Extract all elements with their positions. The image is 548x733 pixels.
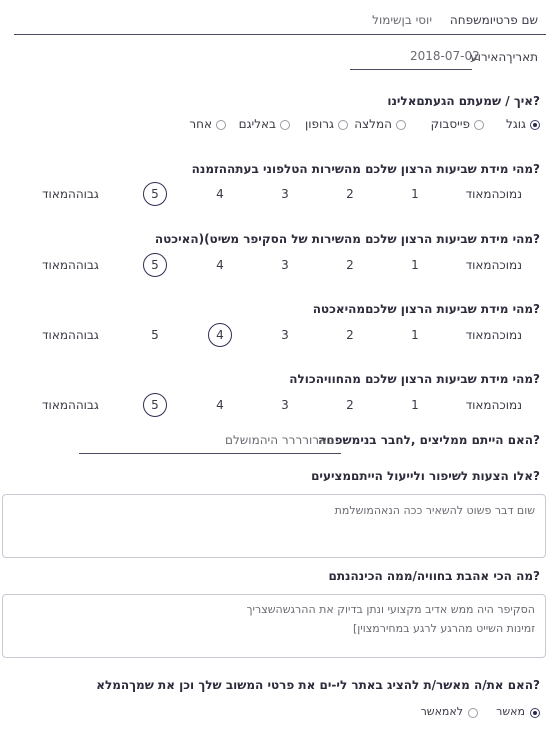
suggestions-question: אלו הצעות לשיפור ולייעול הייתםמציעים? <box>311 469 540 483</box>
option-facebook-radio[interactable] <box>474 120 484 130</box>
consent-reject-label[interactable]: לאמאשר <box>420 705 463 718</box>
rating-high-label: גבוההמאוד <box>42 398 99 412</box>
option-google-label[interactable]: גוגל <box>506 117 526 131</box>
consent-options <box>380 705 540 721</box>
rating-high-label: גבוההמאוד <box>42 258 99 272</box>
suggestions-textarea[interactable] <box>2 494 546 558</box>
rating-option-3[interactable]: 3 <box>281 398 289 412</box>
rating-selected-ring <box>143 253 167 277</box>
rating-option-3[interactable]: 3 <box>281 187 289 201</box>
rating-high-label: גבוההמאוד <box>42 187 99 201</box>
consent-reject-radio[interactable] <box>468 708 478 718</box>
liked-text-line-2: זמינות השייט מהרגע לרגע במחירמצוין] <box>353 622 535 635</box>
rating-question: מהי מידת שביעות הרצון שלכם מהחוויהכולה? <box>289 372 540 386</box>
name-field-label: שם פרטיומשפחה <box>449 13 538 27</box>
name-field-input[interactable] <box>14 34 546 35</box>
suggestions-text: שום דבר פשוט להשאיר ככה הנאהמושלמת <box>334 504 535 517</box>
liked-textarea[interactable] <box>2 594 546 658</box>
option-facebook-label[interactable]: פייסבוק <box>430 117 470 131</box>
rating-option-2[interactable]: 2 <box>346 398 354 412</box>
name-field-value: יוסי בןשימול <box>372 13 432 27</box>
rating-option-4[interactable]: 4 <box>216 258 224 272</box>
option-recommendation-radio[interactable] <box>396 120 406 130</box>
liked-question: מה הכי אהבת בחוויה/ממה הכינהנתם? <box>328 569 540 583</box>
rating-option-1[interactable]: 1 <box>411 258 419 272</box>
option-other-label[interactable]: אחר <box>189 117 212 131</box>
option-baligam-label[interactable]: באליגם <box>238 117 276 131</box>
option-groupon-radio[interactable] <box>338 120 348 130</box>
rating-question: מהי מידת שביעות הרצון שלכםמהיאכטה? <box>312 302 540 316</box>
rating-option-1[interactable]: 1 <box>411 187 419 201</box>
recommend-value: בארורררר היהמושלם <box>225 433 334 447</box>
rating-low-label: נמוכהמאוד <box>465 258 522 272</box>
rating-option-2[interactable]: 2 <box>346 328 354 342</box>
rating-low-label: נמוכהמאוד <box>465 398 522 412</box>
rating-question: מהי מידת שביעות הרצון שלכם מהשירות של הסקיפר משיט)(האיכטה? <box>154 232 540 246</box>
option-other-radio[interactable] <box>216 120 226 130</box>
liked-text-line-1: הסקיפר היה ממש אדיב מקצועי ונתן בדיוק את ההרגשהשצריך <box>246 603 535 616</box>
rating-option-3[interactable]: 3 <box>281 328 289 342</box>
option-google-radio[interactable] <box>530 120 540 130</box>
source-options <box>180 117 540 133</box>
rating-option-4[interactable]: 4 <box>216 187 224 201</box>
rating-selected-ring <box>143 393 167 417</box>
rating-selected-ring <box>143 182 167 206</box>
rating-low-label: נמוכהמאוד <box>465 328 522 342</box>
recommend-question: האם הייתם ממליצים ,לחבר בנימשפחה? <box>318 433 540 447</box>
rating-high-label: גבוההמאוד <box>42 328 99 342</box>
option-groupon-label[interactable]: גרופון <box>304 117 334 131</box>
rating-option-5[interactable]: 5 <box>151 398 159 412</box>
date-field-label: תאריךהאירוע <box>470 50 538 64</box>
rating-question: מהי מידת שביעות הרצון שלכם מהשירות הטלפוני בעתההזמנה? <box>191 162 540 176</box>
source-question-label: איך / שמעתם הגעתםאלינו? <box>387 94 540 108</box>
consent-question: האם את/ה מאשר/ת להציג באתר לי-ים את פרטי המשוב שלך וכן את שמךהמלא? <box>96 678 540 692</box>
option-recommendation-label[interactable]: המלצה <box>354 117 392 131</box>
date-field-value[interactable]: 2018-07-02 <box>410 49 480 63</box>
rating-option-3[interactable]: 3 <box>281 258 289 272</box>
consent-approve-radio[interactable] <box>530 708 540 718</box>
rating-option-2[interactable]: 2 <box>346 187 354 201</box>
rating-option-4[interactable]: 4 <box>216 328 224 342</box>
option-baligam-radio[interactable] <box>280 120 290 130</box>
consent-approve-label[interactable]: מאשר <box>496 705 525 718</box>
rating-option-1[interactable]: 1 <box>411 328 419 342</box>
rating-option-4[interactable]: 4 <box>216 398 224 412</box>
rating-option-5[interactable]: 5 <box>151 258 159 272</box>
rating-option-2[interactable]: 2 <box>346 258 354 272</box>
rating-option-1[interactable]: 1 <box>411 398 419 412</box>
rating-option-5[interactable]: 5 <box>151 328 159 342</box>
rating-option-5[interactable]: 5 <box>151 187 159 201</box>
date-field-input-underline <box>350 69 472 70</box>
rating-selected-ring <box>208 323 232 347</box>
recommend-input-underline[interactable] <box>79 453 341 454</box>
rating-low-label: נמוכהמאוד <box>465 187 522 201</box>
